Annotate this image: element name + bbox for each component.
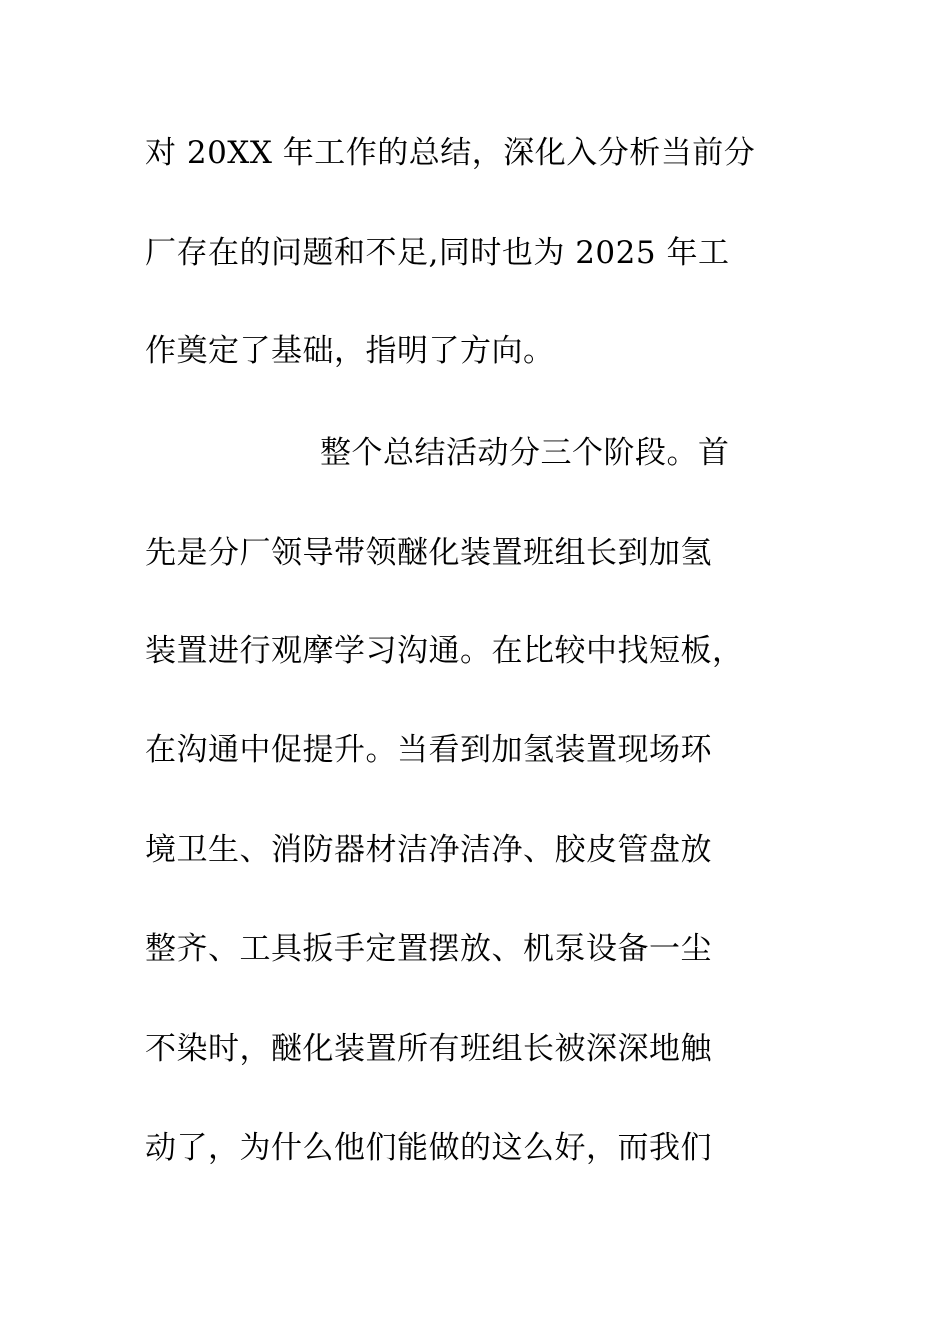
text-line-3: 作奠定了基础，指明了方向。 [145,333,555,369]
text-line-8: 境卫生、消防器材洁净洁净、胶皮管盘放 [145,832,712,868]
text-line-7: 在沟通中促提升。当看到加氢装置现场环 [145,732,712,768]
text-line-6: 装置进行观摩学习沟通。在比较中找短板， [145,633,744,669]
text-line-11: 动了，为什么他们能做的这么好，而我们 [145,1130,712,1166]
text-line-1: 对 20XX 年工作的总结，深化入分析当前分 [145,135,756,171]
paragraph-start-line: 整个总结活动分三个阶段。首 [320,435,730,471]
text-line-9: 整齐、工具扳手定置摆放、机泵设备一尘 [145,931,712,967]
text-line-5: 先是分厂领导带领醚化装置班组长到加氢 [145,535,712,571]
text-line-2: 厂存在的问题和不足,同时也为 2025 年工 [145,235,730,271]
text-line-10: 不染时，醚化装置所有班组长被深深地触 [145,1031,712,1067]
